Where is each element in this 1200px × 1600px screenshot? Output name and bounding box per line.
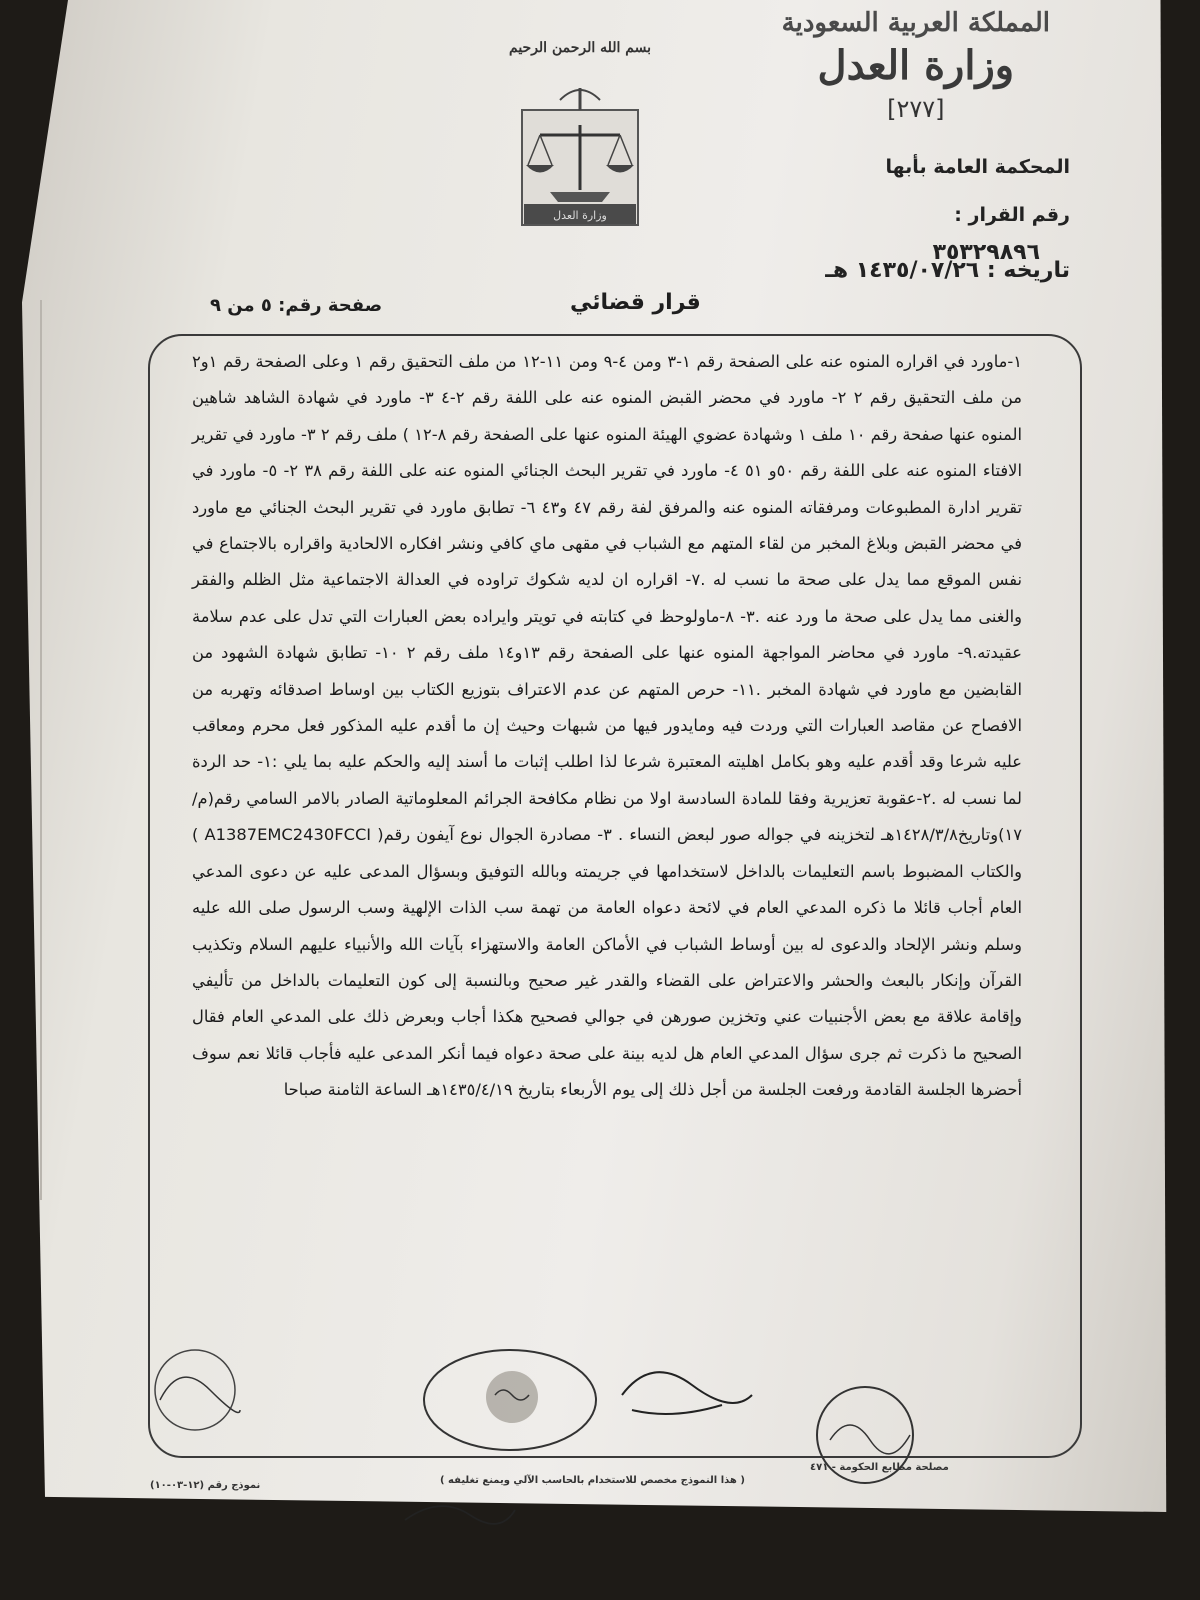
- kingdom-title: المملكة العربية السعودية: [781, 8, 1050, 38]
- document-title: قرار قضائي: [570, 290, 701, 315]
- ministry-emblem: [510, 80, 650, 230]
- basmala: بسم الله الرحمن الرحيم: [509, 40, 651, 56]
- letterhead: [782, 8, 1050, 123]
- page-number: صفحة رقم: ٥ من ٩: [210, 295, 383, 316]
- paper-edge: [40, 300, 42, 1200]
- form-usage-note: ( هذا النموذج مخصص للاستخدام بالحاسب الآلي ويمنع تغليفه ): [440, 1475, 745, 1486]
- form-number: نموذج رقم (١٢-٠٣-١٠): [150, 1480, 261, 1491]
- decision-body-text: ١-ماورد في اقراره المنوه عنه على الصفحة رقم ١-٣ ومن ٤-٩ ومن ١١-١٢ من ملف التحقيق رقم ١ وعلى الصفحة رقم ١و٢ من ملف التحقيق رقم ٢ ٢- ماورد في محضر القبض المنوه عنه على اللفة رقم ٢-٤ ٣- ماورد في شهادة الشاهد شاهين المنوه عنها صفحة رقم ١٠ ملف ١ وشهادة عضوي الهيئة المنوه عنها على الصفحة رقم ٨-١٢ ) ملف رقم ٢ ٣- ماورد في تقرير الافتاء المنوه عنه على اللفة رقم ٥٠و ٥١ ٤- ماورد في تقرير البحث الجنائي المنوه عنه على اللفة رقم ٣٨ ٢- ٥- ماورد في تقرير ادارة المطبوعات ومرفقاته المنوه عنه والمرفق لفة رقم ٤٧ و٤٣ ٦- تطابق ماورد في تقرير البحث الجنائي مع ماورد في محضر القبض وبلاغ المخبر من لقاء المتهم مع الشباب في مقهى ماي كافي ونشر افكاره الالحادية واقراره بالاجتماع في نفس الموقع مما يدل على صحة ما نسب له .٧- اقراره ان لديه شكوك تراوده في العدالة الاجتماعية مثل الظلم والفقر والغنى مما يدل على صحة ما ورد عنه .٣- ٨-ماولوحظ في كتابته في تويتر وايراده بعض العبارات التي تدل على عدم سلامة عقيدته.٩- ماورد في محاضر المواجهة المنوه عنها على الصفحة رقم ١٣و١٤ ملف رقم ٢ ١٠- تطابق شهادة الشهود من القابضين مع ماورد في شهادة المخبر .١١- حرص المتهم عن عدم الاعتراف بتوزيع الكتاب بين اوساط اصدقائه وتهربه من الافصاح عن مقاصد العبارات التي وردت فيه ومايدور فيها من شبهات وحيث إن ما أقدم عليه المذكور فعل محرم ومعاقب عليه شرعا وقد أقدم عليه وهو بكامل اهليته المعتبرة شرعا لذا اطلب إثبات ما أسند إليه والحكم عليه بما يلي :١- حد الردة لما نسب له .٢-عقوبة تعزيرية وفقا للمادة السادسة اولا من نظام مكافحة الجرائم المعلوماتية الصادر بالامر السامي رقم(م/١٧)وتاريخ١٤٢٨/٣/٨هـ لتخزينه في جواله صور لبعض النساء . ٣- مصادرة الجوال نوع آيفون رقم( A1387EMC2430FCCI ) والكتاب المضبوط باسم التعليمات بالداخل لاستخدامها في جريمته وبالله التوفيق وبسؤال المدعى عليه عن دعوى المدعي العام أجاب قائلا ما ذكره المدعي العام في لائحة دعواه العامة من تهمة سب الذات الإلهية وسب الرسول صلى الله عليه وسلم ونشر الإلحاد والدعوى له بين أوساط الشباب في الأماكن العامة والاستهزاء بآيات الله والأنبياء عليهم السلام وتكذيب القرآن وإنكار بالبعث والحشر والاعتراض على القضاء والقدر غير صحيح وبالنسبة إلى كون التعليمات بالداخل من تأليفي وإقامة علاقة مع بعض الأجنبيات عني وتخزين صورهن في جوالي فصحيح هكذا أجاب وبعرض ذلك على المدعي العام فقال الصحيح ما ذكرت ثم جرى سؤال المدعي العام هل لديه بينة على صحة دعواه فيما أنكر المدعى عليه فأجاب قائلا نعم سوف أحضرها الجلسة القادمة ورفعت الجلسة من أجل ذلك إلى يوم الأربعاء بتاريخ ١٤٣٥/٤/١٩هـ الساعة الثامنة صباحا: [192, 352, 1023, 1100]
- round-signature-stamp: [800, 1380, 930, 1490]
- initials-signature: [400, 1490, 520, 1535]
- ministry-title: وزارة العدل: [817, 42, 1015, 89]
- emblem-text: وزارة العدل: [553, 209, 607, 222]
- decision-label: رقم القرار :: [954, 204, 1070, 226]
- oval-signature-stamp: [420, 1345, 600, 1455]
- decision-number: ٣٥٣٢٩٨٩٦: [932, 240, 1040, 265]
- printer-note: مصلحة مطابع الحكومة - ٤٧١: [810, 1462, 949, 1473]
- court-name: المحكمة العامة بأبها: [885, 156, 1070, 178]
- decision-date: تاريخه : ١٤٣٥/٠٧/٢٦ هـ: [825, 258, 1070, 283]
- document-number: [٢٧٧]: [887, 95, 945, 123]
- left-signature-stamp: [140, 1340, 250, 1440]
- handwritten-signature: [612, 1355, 762, 1435]
